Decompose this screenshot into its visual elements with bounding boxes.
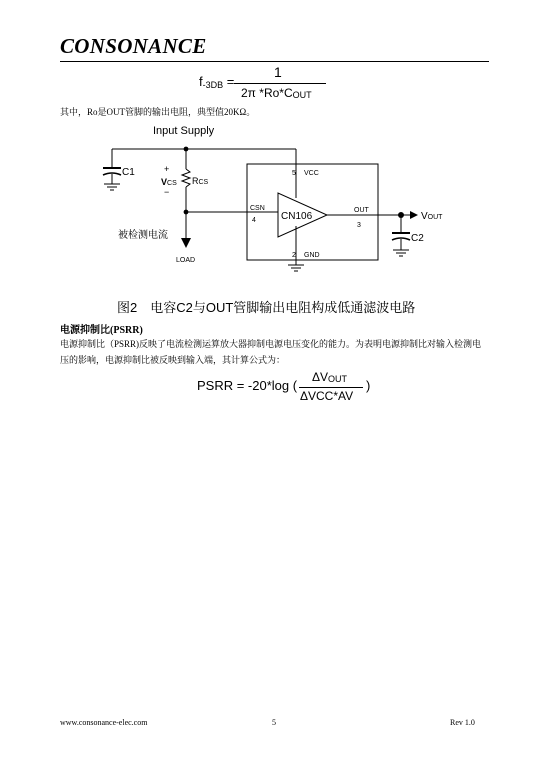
junction-supply [184,147,189,152]
vcc-pin-label: VCC [304,170,319,177]
formula-f3db-lhs: $f_{-3DB}$ = [199,74,235,90]
vout-label: VOUT [421,211,443,222]
junction-csn [184,210,189,215]
footer-url[interactable]: www.consonance-elec.com [60,718,148,727]
vcs-plus: + [164,164,170,174]
rcs-resistor [182,169,190,187]
formula-f3db-numerator: 1 [274,64,282,80]
formula-psrr-lhs: PSRR = -20*log ( [197,378,298,393]
pin3-label: 3 [357,222,361,229]
footer-revision: Rev 1.0 [450,718,475,727]
vout-arrow [410,211,418,219]
junction-vout [398,212,404,218]
c2-label: C2 [411,233,424,244]
load-arrow [181,238,191,248]
load-label: LOAD [176,257,196,264]
formula-psrr-denominator: ΔVCC*AV [300,389,354,403]
pin2-label: 2 [292,252,296,259]
formula-psrr-numerator: $\Delta V_{OUT}$ [312,370,348,384]
circuit-diagram [0,0,537,300]
pin4-label: 4 [252,217,256,224]
footer-page-number: 5 [272,718,276,727]
detect-current-label: 被检测电流 [118,230,168,241]
section-title: 电源抑制比(PSRR) [60,325,143,336]
rcs-label: RCS [192,176,209,186]
figure-caption: 图2 电容C2与OUT管脚输出电阻构成低通滤波电路 [117,300,416,315]
brand-title: CONSONANCE [60,34,207,58]
pin5-label: 5 [292,170,296,177]
out-pin-label: OUT [354,207,369,214]
c1-label: C1 [122,167,135,178]
gnd-pin-label: GND [304,252,320,259]
formula-psrr-bar [299,387,363,388]
csn-pin-label: CSN [250,205,265,212]
chip-label: CN106 [281,211,313,222]
section-paragraph: 电源抑制比（PSRR)反映了电流检测运算放大器抑制电源电压变化的能力。为表明电源抑制比对输入检测电压的影响，电源抑制比被反映到输入端，其计算公式为： [60,339,482,365]
formula-f3db-denominator: 2π $*Ro*C_{OUT}$ [241,86,312,100]
ro-note: 其中，Ro是OUT管脚的输出电阻，典型值20KΩ。 [60,107,256,117]
vcs-label: VCS [161,177,177,187]
vcs-minus: − [164,187,170,197]
input-supply-label: Input Supply [153,125,215,137]
formula-psrr-rparen: ) [366,378,371,393]
